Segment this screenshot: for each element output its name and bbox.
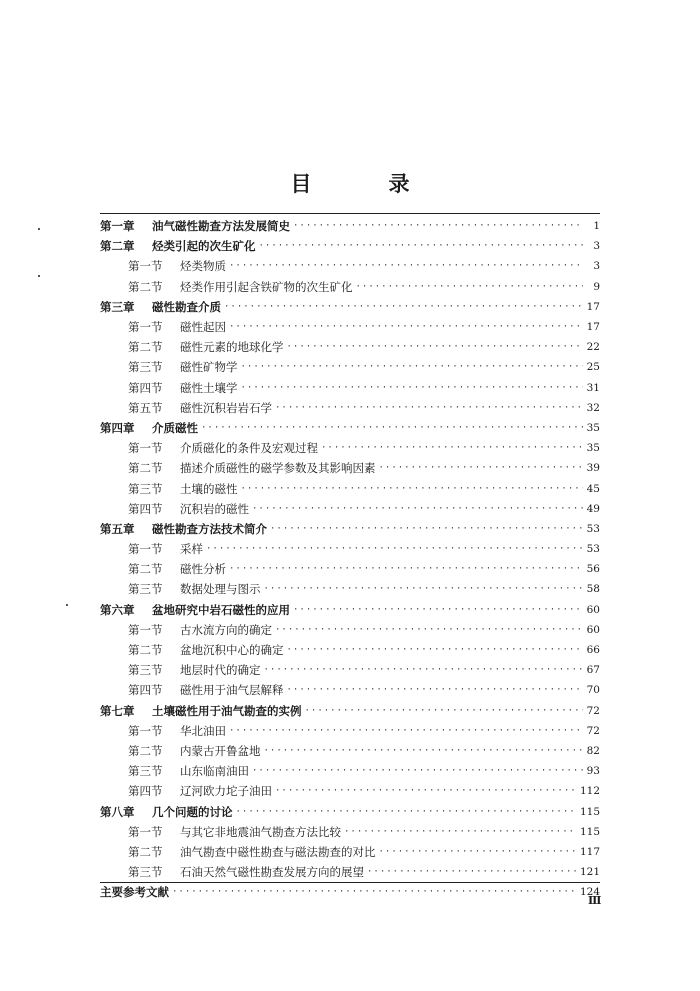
toc-section-entry[interactable]: [100, 741, 600, 761]
entry-title: 主要参考文献: [100, 885, 169, 900]
dot-leader: [379, 847, 577, 857]
entry-page-number: 39: [586, 462, 600, 475]
dot-leader: [379, 463, 584, 473]
entry-page-number: 53: [586, 543, 600, 556]
scan-speck: [38, 228, 40, 230]
entry-page-number: 58: [586, 583, 600, 596]
dot-leader: [241, 484, 584, 494]
dot-leader: [270, 524, 583, 534]
dot-leader: [241, 383, 584, 393]
entry-label: 第六章: [100, 602, 135, 617]
toc-section-entry[interactable]: [100, 458, 600, 478]
toc-section-entry[interactable]: [100, 559, 600, 579]
entry-page-number: 93: [586, 765, 600, 778]
dot-leader: [264, 665, 584, 675]
entry-page-number: 3: [593, 240, 600, 253]
dot-leader: [259, 241, 584, 251]
entry-label: 第一节: [128, 723, 163, 738]
dot-leader: [229, 322, 583, 332]
dot-leader: [275, 625, 583, 635]
toc-section-entry[interactable]: [100, 862, 600, 882]
entry-title: 描述介质磁性的磁学参数及其影响因素: [180, 461, 376, 476]
entry-page-number: 53: [586, 522, 600, 535]
dot-leader: [252, 504, 583, 514]
entry-label: 第二章: [100, 239, 135, 254]
toc-section-entry[interactable]: [100, 822, 600, 842]
page-number: Ⅲ: [588, 894, 602, 907]
entry-label: 第七章: [100, 703, 135, 718]
toc-chapter-entry[interactable]: [100, 519, 600, 539]
entry-label: 第四章: [100, 420, 135, 435]
entry-page-number: 56: [586, 563, 600, 576]
entry-label: 第二节: [128, 461, 163, 476]
toc-section-entry[interactable]: [100, 478, 600, 498]
entry-page-number: 32: [586, 401, 600, 414]
entry-label: 第八章: [100, 804, 135, 819]
entry-title: 油气勘查中磁性勘查与磁法勘查的对比: [180, 844, 376, 859]
entry-page-number: 67: [586, 664, 600, 677]
entry-page-number: 9: [593, 280, 600, 293]
entry-title: 磁性勘查介质: [152, 299, 221, 314]
toc-section-entry[interactable]: [100, 761, 600, 781]
dot-leader: [252, 766, 583, 776]
dot-leader: [264, 584, 584, 594]
toc-chapter-entry[interactable]: [100, 236, 600, 256]
entry-page-number: 117: [579, 845, 600, 858]
entry-label: 第二节: [128, 562, 163, 577]
toc-section-entry[interactable]: [100, 438, 600, 458]
entry-title: 石油天然气磁性勘查发展方向的展望: [180, 865, 364, 880]
dot-leader: [229, 564, 583, 574]
entry-title: 磁性土壤学: [180, 380, 238, 395]
scan-speck: [66, 604, 68, 606]
toc-chapter-entry[interactable]: [100, 297, 600, 317]
entry-page-number: 1: [593, 220, 600, 233]
entry-label: 第二节: [128, 279, 163, 294]
entry-label: 第二节: [128, 844, 163, 859]
bottom-rule: [100, 882, 600, 883]
dot-leader: [293, 221, 583, 231]
toc-chapter-entry[interactable]: [100, 216, 600, 236]
entry-title: 土壤磁性用于油气勘查的实例: [152, 703, 302, 718]
toc-section-entry[interactable]: [100, 680, 600, 700]
entry-title: 烃类引起的次生矿化: [152, 239, 256, 254]
entry-label: 第一节: [128, 622, 163, 637]
dot-leader: [229, 261, 583, 271]
toc-section-entry[interactable]: [100, 721, 600, 741]
entry-label: 第四节: [128, 380, 163, 395]
entry-title: 数据处理与图示: [180, 582, 261, 597]
entry-label: 第三节: [128, 582, 163, 597]
dot-leader: [172, 887, 577, 897]
toc-section-entry[interactable]: [100, 539, 600, 559]
toc-chapter-entry[interactable]: [100, 701, 600, 721]
entry-label: 第三节: [128, 360, 163, 375]
entry-title: 磁性矿物学: [180, 360, 238, 375]
toc-section-entry[interactable]: [100, 579, 600, 599]
dot-leader: [275, 403, 583, 413]
entry-title: 古水流方向的确定: [180, 622, 272, 637]
dot-leader: [229, 726, 583, 736]
toc-section-entry[interactable]: [100, 398, 600, 418]
toc-section-entry[interactable]: [100, 337, 600, 357]
toc-references-entry[interactable]: [100, 882, 600, 902]
entry-title: 磁性沉积岩岩石学: [180, 400, 272, 415]
entry-label: 第三节: [128, 764, 163, 779]
entry-label: 第一节: [128, 824, 163, 839]
entry-title: 沉积岩的磁性: [180, 501, 249, 516]
entry-title: 磁性用于油气层解释: [180, 683, 284, 698]
entry-page-number: 121: [579, 866, 600, 879]
entry-label: 第五节: [128, 400, 163, 415]
toc-section-entry[interactable]: [100, 317, 600, 337]
entry-page-number: 115: [579, 805, 600, 818]
entry-page-number: 31: [586, 381, 600, 394]
dot-leader: [236, 807, 577, 817]
dot-leader: [241, 362, 584, 372]
entry-label: 第三节: [128, 481, 163, 496]
toc-chapter-entry[interactable]: [100, 801, 600, 821]
entry-page-number: 35: [586, 421, 600, 434]
dot-leader: [287, 645, 584, 655]
entry-page-number: 66: [586, 644, 600, 657]
entry-label: 第三节: [128, 865, 163, 880]
entry-title: 土壤的磁性: [180, 481, 238, 496]
dot-leader: [287, 342, 584, 352]
entry-title: 介质磁化的条件及宏观过程: [180, 441, 318, 456]
entry-page-number: 72: [586, 704, 600, 717]
entry-label: 第二节: [128, 643, 163, 658]
entry-title: 烃类物质: [180, 259, 226, 274]
entry-page-number: 115: [579, 825, 600, 838]
entry-page-number: 22: [586, 341, 600, 354]
entry-page-number: 72: [586, 724, 600, 737]
entry-page-number: 112: [579, 785, 600, 798]
entry-title: 几个问题的讨论: [152, 804, 233, 819]
entry-label: 第一节: [128, 441, 163, 456]
entry-title: 油气磁性勘查方法发展简史: [152, 219, 290, 234]
dot-leader: [356, 282, 584, 292]
entry-page-number: 35: [586, 442, 600, 455]
entry-label: 第四节: [128, 501, 163, 516]
toc-section-entry[interactable]: [100, 499, 600, 519]
entry-page-number: 17: [586, 321, 600, 334]
entry-page-number: 49: [586, 502, 600, 515]
entry-page-number: 70: [586, 684, 600, 697]
toc-section-entry[interactable]: [100, 781, 600, 801]
dot-leader: [305, 706, 584, 716]
top-rule: [100, 213, 600, 214]
entry-title: 烃类作用引起含铁矿物的次生矿化: [180, 279, 353, 294]
entry-title: 内蒙古开鲁盆地: [180, 743, 261, 758]
entry-label: 第三节: [128, 663, 163, 678]
table-of-contents: [100, 216, 600, 902]
toc-section-entry[interactable]: [100, 256, 600, 276]
dot-leader: [206, 544, 583, 554]
entry-title: 与其它非地震油气勘查方法比较: [180, 824, 341, 839]
entry-title: 地层时代的确定: [180, 663, 261, 678]
dot-leader: [321, 443, 583, 453]
dot-leader: [367, 867, 577, 877]
entry-label: 第一节: [128, 320, 163, 335]
entry-title: 磁性分析: [180, 562, 226, 577]
toc-chapter-entry[interactable]: [100, 600, 600, 620]
entry-label: 第四节: [128, 784, 163, 799]
entry-label: 第一章: [100, 219, 135, 234]
entry-title: 磁性起因: [180, 320, 226, 335]
entry-page-number: 60: [586, 603, 600, 616]
entry-label: 第一节: [128, 542, 163, 557]
entry-title: 磁性勘查方法技术简介: [152, 521, 267, 536]
entry-page-number: 124: [579, 886, 600, 899]
dot-leader: [264, 746, 584, 756]
dot-leader: [201, 423, 583, 433]
toc-section-entry[interactable]: [100, 357, 600, 377]
scan-speck: [38, 275, 40, 277]
entry-page-number: 25: [586, 361, 600, 374]
entry-page-number: 3: [593, 260, 600, 273]
page-title: 目 录: [290, 172, 438, 196]
entry-page-number: 45: [586, 482, 600, 495]
entry-title: 盆地沉积中心的确定: [180, 643, 284, 658]
entry-title: 辽河欧力坨子油田: [180, 784, 272, 799]
entry-title: 盆地研究中岩石磁性的应用: [152, 602, 290, 617]
toc-chapter-entry[interactable]: [100, 418, 600, 438]
toc-section-entry[interactable]: [100, 378, 600, 398]
toc-section-entry[interactable]: [100, 620, 600, 640]
entry-label: 第二节: [128, 340, 163, 355]
entry-title: 磁性元素的地球化学: [180, 340, 284, 355]
dot-leader: [344, 827, 577, 837]
entry-label: 第三章: [100, 299, 135, 314]
entry-label: 第一节: [128, 259, 163, 274]
dot-leader: [275, 786, 577, 796]
toc-section-entry[interactable]: [100, 640, 600, 660]
entry-title: 山东临南油田: [180, 764, 249, 779]
entry-title: 华北油田: [180, 723, 226, 738]
toc-section-entry[interactable]: [100, 660, 600, 680]
entry-page-number: 17: [586, 300, 600, 313]
entry-page-number: 82: [586, 744, 600, 757]
entry-title: 采样: [180, 542, 203, 557]
entry-label: 第二节: [128, 743, 163, 758]
toc-section-entry[interactable]: [100, 842, 600, 862]
dot-leader: [224, 302, 583, 312]
entry-label: 第五章: [100, 521, 135, 536]
toc-section-entry[interactable]: [100, 277, 600, 297]
entry-label: 第四节: [128, 683, 163, 698]
dot-leader: [287, 685, 584, 695]
entry-page-number: 60: [586, 623, 600, 636]
dot-leader: [293, 605, 583, 615]
entry-title: 介质磁性: [152, 420, 198, 435]
